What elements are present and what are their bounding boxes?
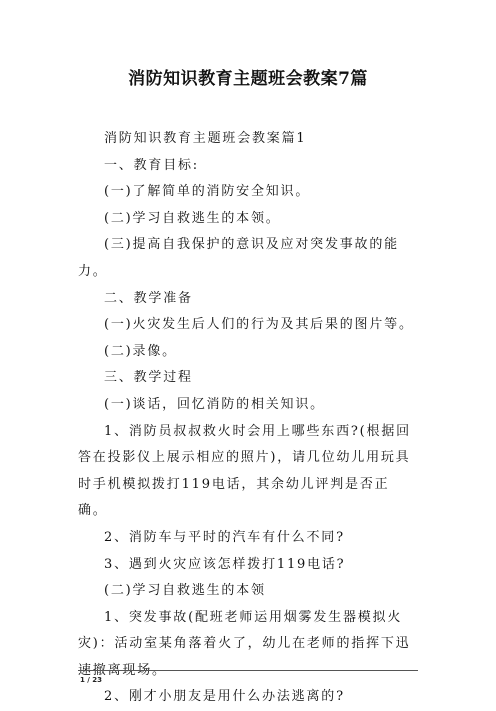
paragraph: (三)提高自我保护的意识及应对突发事故的能力。 bbox=[78, 237, 399, 279]
paragraph: (一)火灾发生后人们的行为及其后果的图片等。 bbox=[104, 317, 414, 333]
paragraph: 消防知识教育主题班会教案篇1 bbox=[104, 131, 307, 146]
paragraph: 二、教学准备 bbox=[104, 290, 193, 306]
paragraph: 一、教育目标: bbox=[104, 157, 199, 173]
paragraph: (二)录像。 bbox=[104, 343, 177, 359]
paragraph: 3、遇到火灾应该怎样拨打119电话? bbox=[104, 556, 346, 572]
paragraph: (二)学习自救逃生的本领。 bbox=[104, 210, 281, 226]
paragraph: (二)学习自救逃生的本领 bbox=[104, 583, 266, 599]
document-title: 消防知识教育主题班会教案7篇 bbox=[128, 69, 368, 89]
footer-divider bbox=[78, 670, 418, 671]
paragraph: 2、刚才小朋友是用什么办法逃离的? bbox=[104, 689, 345, 705]
paragraph: 三、教学过程 bbox=[104, 370, 193, 386]
document-body bbox=[78, 126, 418, 711]
paragraph: 1、消防员叔叔救火时会用上哪些东西?(根据回答在投影仪上展示相应的照片)，请几位幼儿用玩具时手机模拟拨打119电话，其余幼儿评判是否正确。 bbox=[78, 423, 411, 519]
paragraph: (一)了解简单的消防安全知识。 bbox=[104, 184, 311, 200]
page-indicator: 1 / 23 bbox=[80, 676, 103, 684]
paragraph: (一)谈话，回忆消防的相关知识。 bbox=[104, 396, 325, 412]
paragraph: 2、消防车与平时的汽车有什么不同? bbox=[104, 529, 345, 545]
paragraph: 1、突发事故(配班老师运用烟雾发生器模拟火灾)：活动室某角落着火了，幼儿在老师的指挥下迅速撤离现场。 bbox=[78, 609, 411, 678]
